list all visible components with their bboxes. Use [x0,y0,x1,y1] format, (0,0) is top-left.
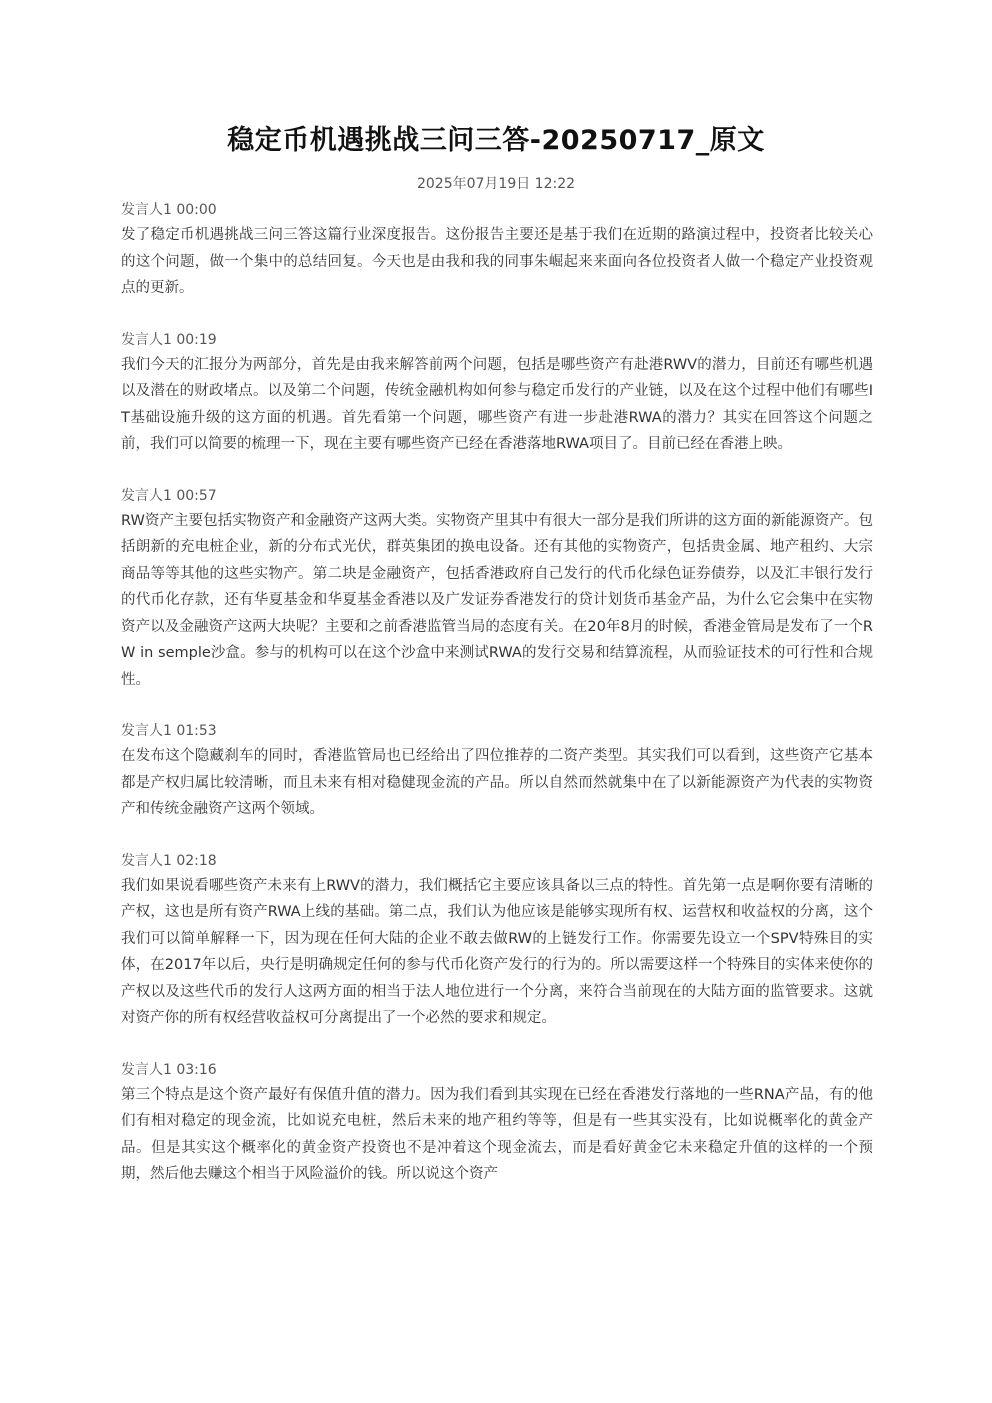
transcript-paragraph: 发了稳定币机遇挑战三问三答这篇行业深度报告。这份报告主要还是基于我们在近期的路演过程中，投资者比较关心的这个问题，做一个集中的总结回复。今天也是由我和我的同事朱崛起来来面向各位投资者人做一个稳定产业投资观点的更新。 [121,227,873,296]
transcript-section [121,719,873,823]
transcript-section [121,484,873,694]
transcript-section [121,198,873,302]
speaker-timestamp: 发言人1 02:18 [121,852,217,869]
speaker-timestamp: 发言人1 00:19 [121,331,217,348]
transcript-section [121,328,873,458]
transcript-paragraph: 第三个特点是这个资产最好有保值升值的潜力。因为我们看到其实现在已经在香港发行落地的一些RNA产品，有的他们有相对稳定的现金流，比如说充电桩，然后未来的地产租约等等，但是有一些其实没有，比如说概率化的黄金产品。但是其实这个概率化的黄金资产投资也不是冲着这个现金流去，而是看好黄金它未来稳定升值的这样的一个预期，然后他去赚这个相当于风险溢价的钱。所以说这个资产 [121,1086,873,1182]
transcript-section [121,849,873,1032]
speaker-timestamp: 发言人1 03:16 [121,1061,217,1078]
transcript-body [121,198,873,1214]
transcript-paragraph: 我们如果说看哪些资产未来有上RWV的潜力，我们概括它主要应该具备以三点的特性。首先第一点是啊你要有清晰的产权，这也是所有资产RWA上线的基础。第二点，我们认为他应该是能够实现所有权、运营权和收益权的分离，这个我们可以简单解释一下，因为现在任何大陆的企业不敢去做RW的上链发行工作。你需要先设立一个SPV特殊目的实体，在2017年以后，央行是明确规定任何的参与代币化资产发行的行为的。所以需要这样一个特殊目的实体来使你的产权以及这些代币的发行人这两方面的相当于法人地位进行一个分离，来符合当前现在的大陆方面的监管要求。这就对资产你的所有权经营收益权可分离提出了一个必然的要求和规定。 [121,877,873,1026]
transcript-paragraph: 在发布这个隐藏刹车的同时，香港监管局也已经给出了四位推荐的二资产类型。其实我们可以看到，这些资产它基本都是产权归属比较清晰，而且未来有相对稳健现金流的产品。所以自然而然就集中在了以新能源资产为代表的实物资产和传统金融资产这两个领域。 [121,748,873,817]
speaker-timestamp: 发言人1 00:57 [121,487,217,504]
speaker-timestamp: 发言人1 00:00 [121,202,217,218]
speaker-timestamp: 发言人1 01:53 [121,723,217,739]
transcript-paragraph: RW资产主要包括实物资产和金融资产这两大类。实物资产里其中有很大一部分是我们所讲的这方面的新能源资产。包括朗新的充电桩企业，新的分布式光伏，群英集团的换电设备。还有其他的实物资产，包括贵金属、地产租约、大宗商品等等其他的这些实物产。第二块是金融资产，包括香港政府自己发行的代币化绿色证券债券，以及汇丰银行发行的代币化存款，还有华夏基金和华夏基金香港以及广发证券香港发行的贷计划货币基金产品，为什么它会集中在实物资产以及金融资产这两大块呢？主要和之前香港监管当局的态度有关。在20年8月的时候，香港金管局是发布了一个RW in semple沙盒。参与的机构可以在这个沙盒中来测试RWA的发行交易和结算流程，从而验证技术的可行性和合规性。 [121,512,873,688]
transcript-paragraph: 我们今天的汇报分为两部分，首先是由我来解答前两个问题，包括是哪些资产有赴港RWV的潜力，目前还有哪些机遇以及潜在的财政堵点。以及第二个问题，传统金融机构如何参与稳定币发行的产业链，以及在这个过程中他们有哪些IT基础设施升级的这方面的机遇。首先看第一个问题，哪些资产有进一步赴港RWA的潜力？其实在回答这个问题之前，我们可以简要的梳理一下，现在主要有哪些资产已经在香港落地RWA项目了。目前已经在香港上映。 [121,356,873,452]
document-date: 2025年07月19日 12:22 [416,176,576,192]
document-title: 稳定币机遇挑战三问三答-20250717_原文 [227,125,765,156]
transcript-section [121,1058,873,1188]
